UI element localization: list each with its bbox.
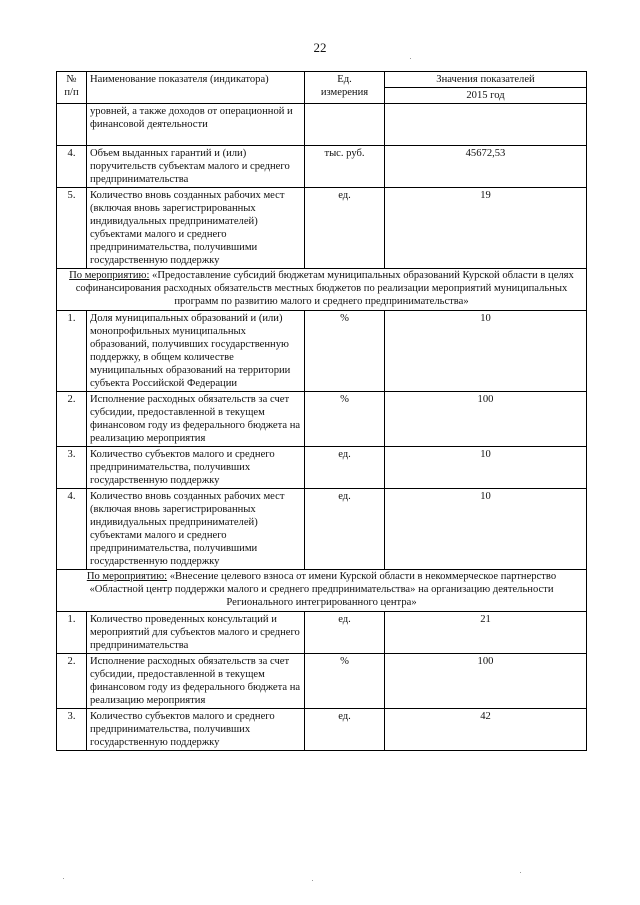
row-indicator: Исполнение расходных обязательств за счет субсидии, предоставленной в текущем финансовом году из федерального бюджета на реализацию мероприятия — [87, 392, 305, 447]
table-row — [57, 612, 587, 654]
header-name: Наименование показателя (индикатора) — [87, 72, 305, 104]
scan-speck — [63, 878, 64, 879]
table-row — [57, 709, 587, 751]
row-indicator: Количество вновь созданных рабочих мест (включая вновь зарегистрированных индивидуальных предпринимателей) субъектами малого и среднего предпринимательства, получившими государственную поддержку — [87, 489, 305, 570]
row-unit: ед. — [305, 612, 385, 654]
row-number: 3. — [57, 447, 87, 489]
row-number — [57, 104, 87, 146]
row-indicator: Исполнение расходных обязательств за счет субсидии, предоставленной в текущем финансовом году из федерального бюджета на реализацию мероприятия — [87, 654, 305, 709]
table-row — [57, 146, 587, 188]
row-value: 21 — [385, 612, 587, 654]
row-value: 45672,53 — [385, 146, 587, 188]
indicators-table — [56, 71, 587, 751]
row-number: 2. — [57, 654, 87, 709]
section-title: «Предоставление субсидий бюджетам муниципальных образований Курской области в целях софинансирования расходных обязательств местных бюджетов по реализации мероприятий муниципальных программ по развитию малого и среднего предпринимательства» — [75, 270, 574, 308]
row-value: 19 — [385, 188, 587, 269]
section-prefix: По мероприятию: — [69, 270, 150, 282]
row-number: 1. — [57, 310, 87, 391]
row-unit — [305, 104, 385, 146]
section-heading-row — [57, 269, 587, 311]
row-number: 1. — [57, 612, 87, 654]
row-value: 42 — [385, 709, 587, 751]
scan-speck — [520, 872, 521, 873]
row-unit: % — [305, 392, 385, 447]
scan-speck — [410, 58, 411, 59]
section-heading — [57, 570, 587, 612]
table-header — [57, 72, 587, 104]
row-number: 4. — [57, 146, 87, 188]
header-year: 2015 год — [385, 88, 587, 104]
page-number: 22 — [313, 40, 327, 55]
row-indicator: Количество субъектов малого и среднего предпринимательства, получивших государственную поддержку — [87, 709, 305, 751]
row-number: 4. — [57, 489, 87, 570]
row-value: 10 — [385, 489, 587, 570]
row-unit: ед. — [305, 709, 385, 751]
header-number — [57, 72, 87, 104]
table-row — [57, 392, 587, 447]
row-indicator: уровней, а также доходов от операционной и финансовой деятельности — [87, 104, 305, 146]
table-row — [57, 104, 587, 146]
row-indicator: Количество субъектов малого и среднего предпринимательства, получивших государственную поддержку — [87, 447, 305, 489]
row-value — [385, 104, 587, 146]
section-heading-row — [57, 570, 587, 612]
row-indicator: Количество вновь созданных рабочих мест (включая вновь зарегистрированных индивидуальных предпринимателей) субъектами малого и среднего предпринимательства, получившими государственную поддержку — [87, 188, 305, 269]
row-indicator: Доля муниципальных образований и (или) монопрофильных муниципальных образований, получивших государственную поддержку, в общем количестве муниципальных образований на территории субъекта Российской Федерации — [87, 310, 305, 391]
header-number-line2: п/п — [64, 87, 79, 99]
header-unit-line2: измерения — [320, 87, 369, 99]
row-unit: ед. — [305, 447, 385, 489]
row-value: 10 — [385, 447, 587, 489]
table-row — [57, 489, 587, 570]
row-unit: тыс. руб. — [305, 146, 385, 188]
table-row — [57, 310, 587, 391]
table-row — [57, 188, 587, 269]
row-number: 2. — [57, 392, 87, 447]
row-value: 100 — [385, 654, 587, 709]
row-indicator: Объем выданных гарантий и (или) поручительств субъектам малого и среднего предпринимательства — [87, 146, 305, 188]
table-row — [57, 447, 587, 489]
section-heading — [57, 269, 587, 311]
row-indicator: Количество проведенных консультаций и мероприятий для субъектов малого и среднего предпринимательства — [87, 612, 305, 654]
row-unit: % — [305, 654, 385, 709]
row-value: 10 — [385, 310, 587, 391]
header-values: Значения показателей — [385, 72, 587, 88]
row-unit: % — [305, 310, 385, 391]
header-unit-line1: Ед. — [337, 74, 352, 85]
row-number: 3. — [57, 709, 87, 751]
section-prefix: По мероприятию: — [86, 571, 168, 583]
table-row — [57, 654, 587, 709]
header-unit — [305, 72, 385, 104]
header-number-line1: № — [66, 74, 77, 85]
scan-speck — [312, 880, 313, 881]
row-unit: ед. — [305, 188, 385, 269]
section-title: «Внесение целевого взноса от имени Курской области в некоммерческое партнерство «Областной центр поддержки малого и среднего предпринимательства» на организацию деятельности Регионального интегрированного центра» — [89, 571, 557, 609]
row-value: 100 — [385, 392, 587, 447]
row-unit: ед. — [305, 489, 385, 570]
row-number: 5. — [57, 188, 87, 269]
